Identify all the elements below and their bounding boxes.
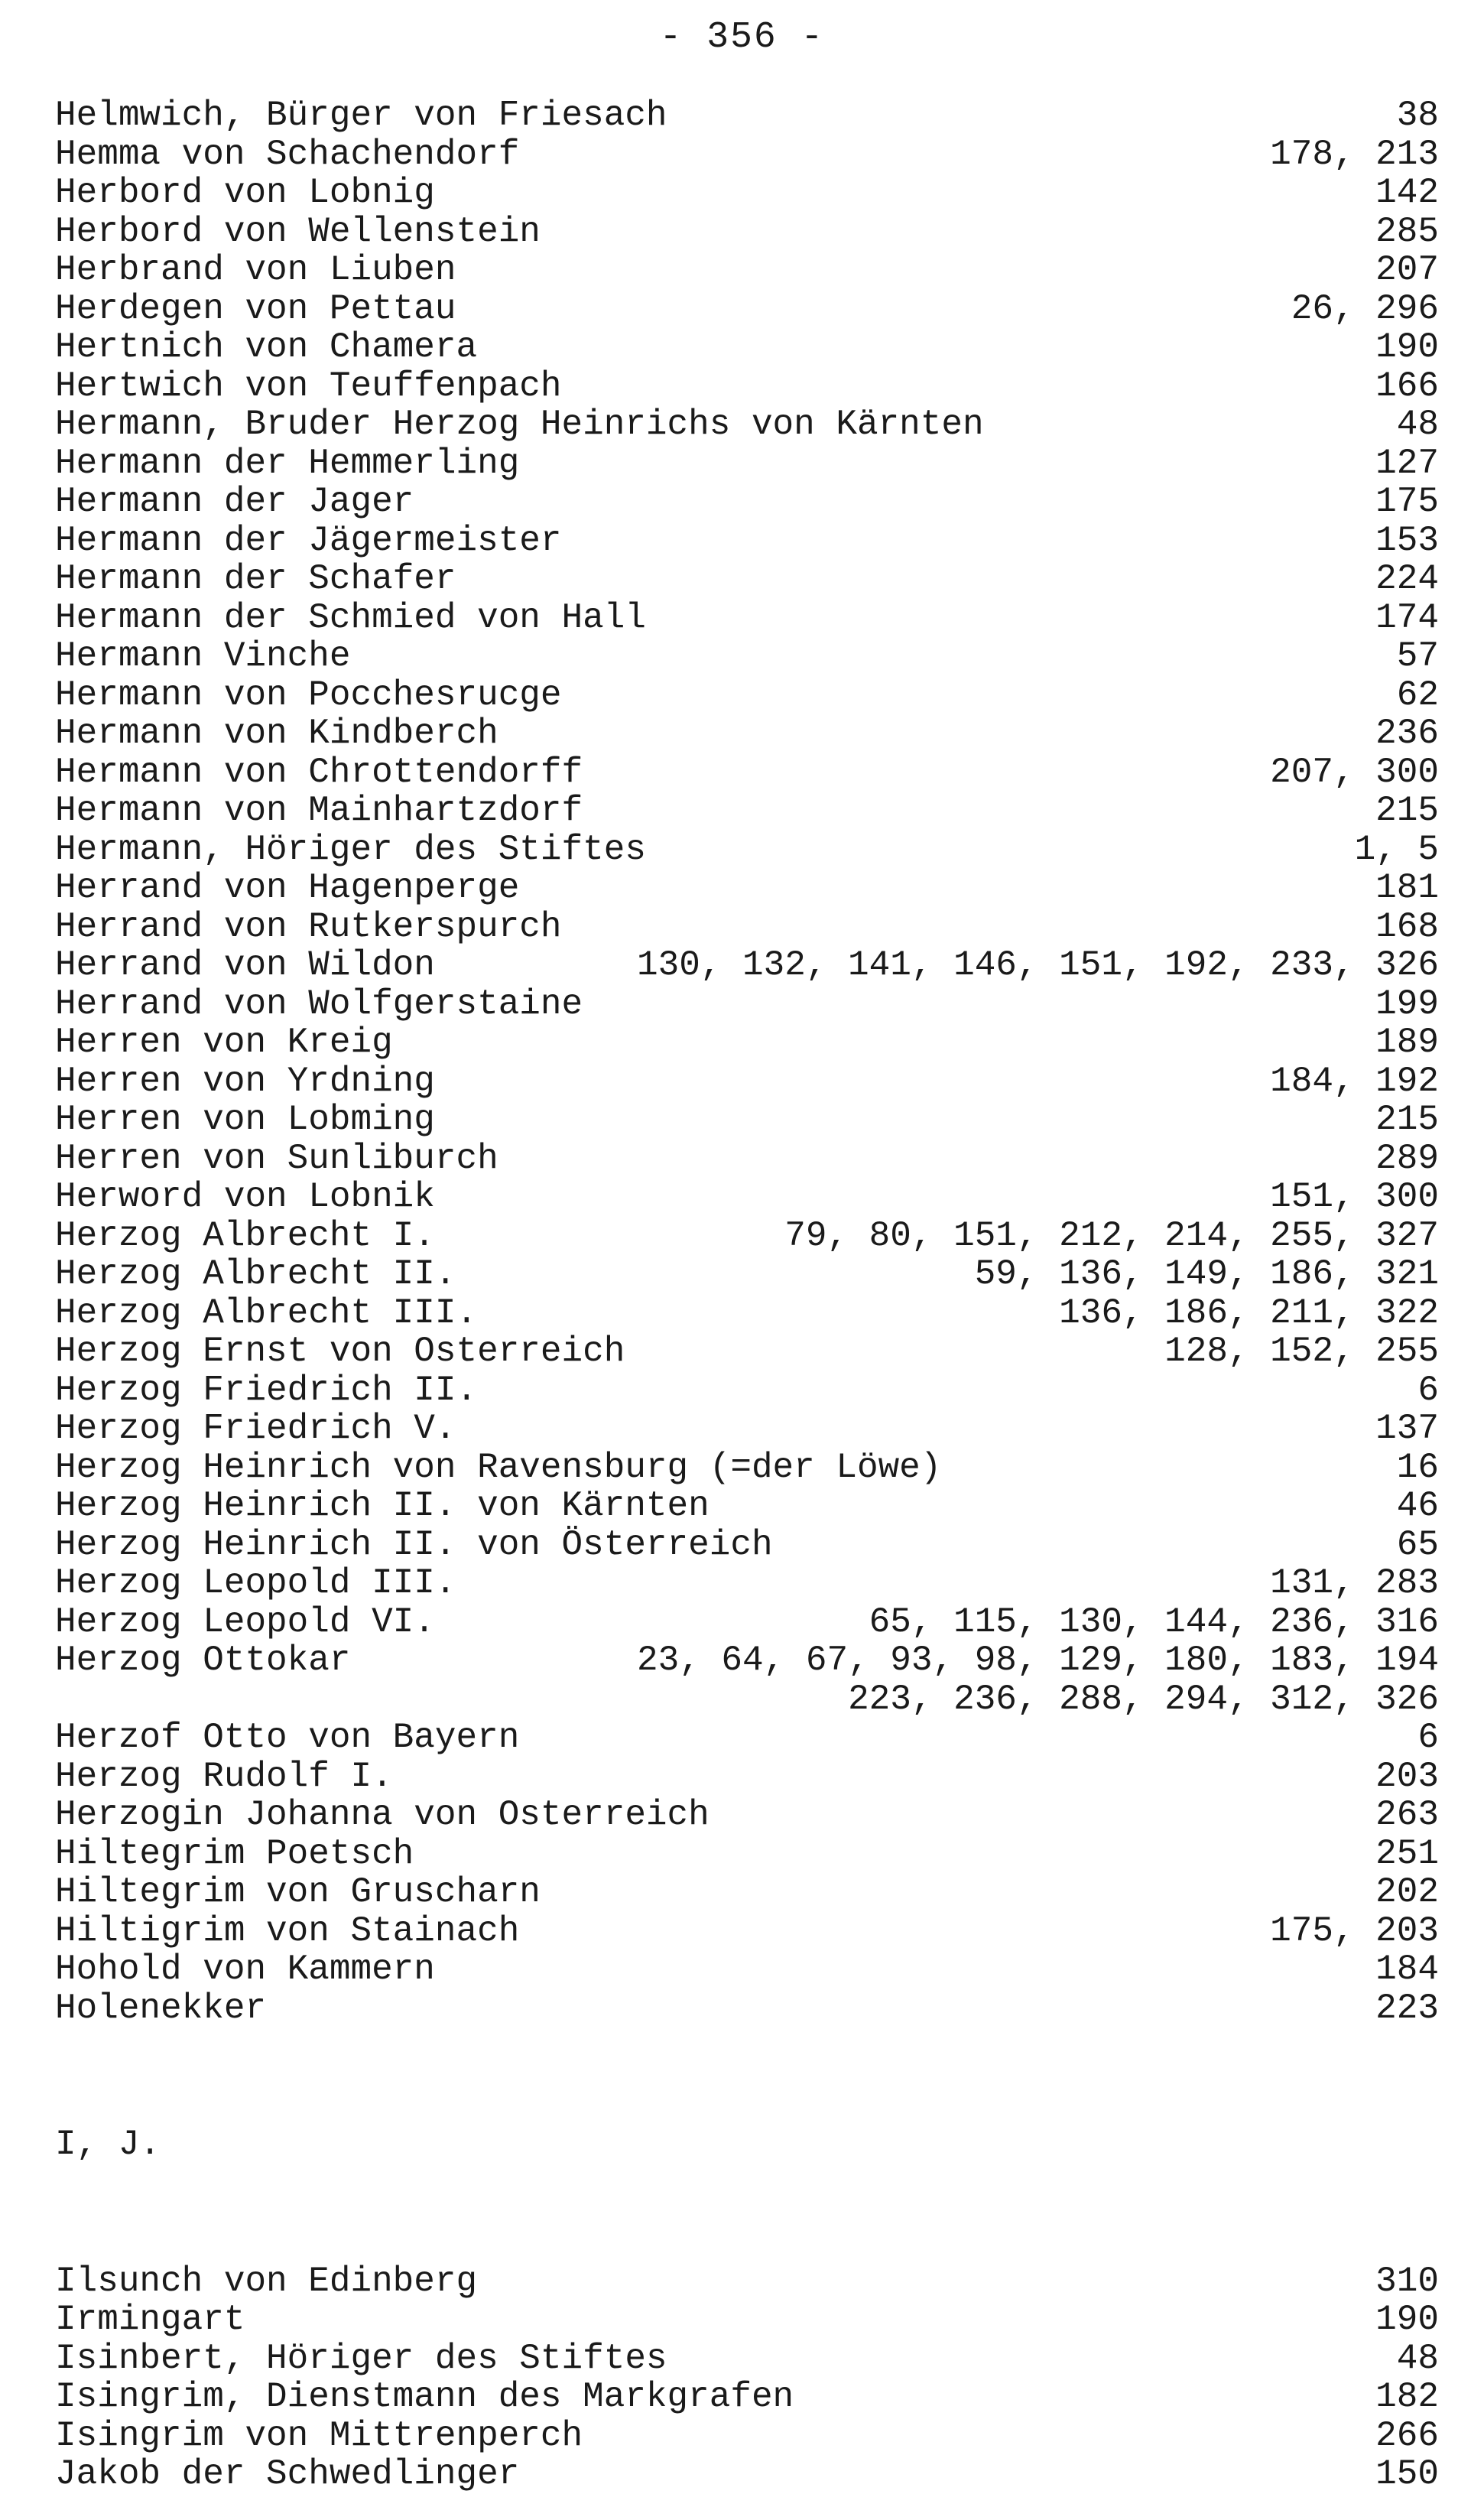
index-entry bbox=[55, 560, 1439, 599]
entry-page-refs: 175, 203 bbox=[1270, 1910, 1439, 1951]
index-entry bbox=[55, 174, 1439, 213]
index-entry bbox=[55, 328, 1439, 367]
index-entry bbox=[55, 1989, 1439, 2028]
entry-name: Herzog Heinrich von Ravensburg (=der Löwe) bbox=[55, 1447, 942, 1488]
entry-name: Herren von Yrdning bbox=[55, 1061, 435, 1101]
entry-name: Herrand von Wildon bbox=[55, 945, 435, 985]
entry-name: Herbord von Lobnig bbox=[55, 173, 435, 213]
index-entry bbox=[55, 1178, 1439, 1217]
entry-name: Herzog Leopold III. bbox=[55, 1563, 456, 1603]
entry-page-refs: 153 bbox=[1375, 520, 1439, 561]
entry-name: Herzog Friedrich II. bbox=[55, 1370, 478, 1410]
entry-name: Herdegen von Pettau bbox=[55, 288, 456, 329]
index-entry bbox=[55, 2301, 1439, 2340]
entries-section-h bbox=[55, 96, 1439, 2027]
entry-name: Hermann von Chrottendorff bbox=[55, 752, 583, 792]
entry-page-refs: 184, 192 bbox=[1270, 1061, 1439, 1101]
entry-page-refs: 289 bbox=[1375, 1138, 1439, 1179]
entry-page-refs: 62 bbox=[1396, 675, 1439, 715]
index-entry bbox=[55, 444, 1439, 483]
entry-name: Herrand von Hagenperge bbox=[55, 868, 520, 908]
entry-name: Hemma von Schachendorf bbox=[55, 134, 520, 174]
index-entry bbox=[55, 1603, 1439, 1642]
entry-name: Herzog Ottokar bbox=[55, 1640, 351, 1680]
entry-name: Herzog Heinrich II. von Kärnten bbox=[55, 1486, 710, 1526]
page-number: - 356 - bbox=[659, 17, 825, 58]
entry-name: Isinbert, Höriger des Stiftes bbox=[55, 2338, 667, 2379]
entry-page-refs: 137 bbox=[1375, 1409, 1439, 1449]
entry-name: Hermann Vinche bbox=[55, 636, 351, 676]
index-entry bbox=[55, 599, 1439, 638]
index-entry bbox=[55, 1449, 1439, 1488]
entry-page-refs: 215 bbox=[1375, 791, 1439, 831]
entry-name: Herzog Friedrich V. bbox=[55, 1409, 456, 1449]
index-entry bbox=[55, 1950, 1439, 1989]
entry-page-refs: 166 bbox=[1375, 366, 1439, 406]
entry-name: Herzog Heinrich II. von Österreich bbox=[55, 1524, 773, 1565]
entry-page-refs: 266 bbox=[1375, 2415, 1439, 2456]
entry-page-refs: 150 bbox=[1375, 2454, 1439, 2494]
entry-page-refs: 223 bbox=[1375, 1988, 1439, 2028]
entry-page-refs: 168 bbox=[1375, 906, 1439, 947]
index-entry bbox=[55, 1487, 1439, 1526]
entry-page-refs: 223, 236, 288, 294, 312, 326 bbox=[848, 1679, 1439, 1719]
entry-name: Hermann, Bruder Herzog Heinrichs von Kärnten bbox=[55, 405, 984, 444]
entry-page-refs: 6 bbox=[1417, 1370, 1439, 1410]
entry-page-refs: 127 bbox=[1375, 443, 1439, 483]
entry-name: Herzog Rudolf I. bbox=[55, 1756, 393, 1797]
index-entry bbox=[55, 946, 1439, 985]
index-entry bbox=[55, 1564, 1439, 1603]
entry-page-refs: 130, 132, 141, 146, 151, 192, 233, 326 bbox=[637, 945, 1439, 985]
index-entry bbox=[55, 1912, 1439, 1951]
index-entry bbox=[55, 714, 1439, 753]
index-entry bbox=[55, 1758, 1439, 1797]
entry-name: Hiltegrim Poetsch bbox=[55, 1833, 414, 1874]
entry-page-refs: 151, 300 bbox=[1270, 1177, 1439, 1217]
index-entry bbox=[55, 135, 1439, 174]
index-entry bbox=[55, 522, 1439, 561]
entry-page-refs: 224 bbox=[1375, 559, 1439, 599]
entry-name: Hermann von Kindberch bbox=[55, 714, 498, 753]
entry-page-refs: 251 bbox=[1375, 1833, 1439, 1874]
entry-page-refs: 182 bbox=[1375, 2377, 1439, 2417]
entry-page-refs: 215 bbox=[1375, 1100, 1439, 1140]
entry-page-refs: 26, 296 bbox=[1291, 288, 1439, 329]
index-entry bbox=[55, 1410, 1439, 1449]
entry-name: Ilsunch von Edinberg bbox=[55, 2261, 478, 2301]
entry-name: Herren von Kreig bbox=[55, 1023, 393, 1062]
index-entry bbox=[55, 985, 1439, 1024]
index-entry bbox=[55, 1255, 1439, 1294]
index-entry bbox=[55, 1641, 1439, 1680]
index-entry bbox=[55, 831, 1439, 870]
entry-name: Jakob der Schwedlinger bbox=[55, 2454, 520, 2494]
index-entry bbox=[55, 676, 1439, 715]
entry-name: Herzogin Johanna von Osterreich bbox=[55, 1795, 710, 1835]
entry-name: Herbrand von Liuben bbox=[55, 250, 456, 290]
entry-name: Holenekker bbox=[55, 1988, 267, 2028]
entry-name: Hermann der Jager bbox=[55, 482, 414, 522]
index-entry bbox=[55, 1023, 1439, 1062]
entry-page-refs: 285 bbox=[1375, 211, 1439, 252]
entry-page-refs: 174 bbox=[1375, 597, 1439, 638]
entry-name: Herrand von Rutkerspurch bbox=[55, 906, 562, 947]
index-entry bbox=[55, 290, 1439, 329]
index-entry bbox=[55, 1873, 1439, 1912]
index-entry bbox=[55, 637, 1439, 676]
entry-page-refs: 16 bbox=[1396, 1447, 1439, 1488]
index-entry bbox=[55, 96, 1439, 135]
entry-page-refs: 65, 115, 130, 144, 236, 316 bbox=[869, 1601, 1439, 1642]
entry-page-refs: 236 bbox=[1375, 714, 1439, 753]
entry-name: Herzog Albrecht III. bbox=[55, 1293, 478, 1333]
entry-page-refs: 178, 213 bbox=[1270, 134, 1439, 174]
entry-name: Hermann der Jägermeister bbox=[55, 520, 562, 561]
entry-page-refs: 131, 283 bbox=[1270, 1563, 1439, 1603]
entry-name: Hertwich von Teuffenpach bbox=[55, 366, 562, 406]
entry-page-refs: 59, 136, 149, 186, 321 bbox=[974, 1254, 1439, 1294]
entry-name: Hiltegrim von Gruscharn bbox=[55, 1872, 541, 1912]
entry-page-refs: 189 bbox=[1375, 1023, 1439, 1062]
index-entry bbox=[55, 1062, 1439, 1101]
entry-page-refs: 203 bbox=[1375, 1756, 1439, 1797]
index-entry bbox=[55, 1217, 1439, 1256]
entry-page-refs: 23, 64, 67, 93, 98, 129, 180, 183, 194 bbox=[637, 1640, 1439, 1680]
entry-name: Herzog Albrecht II. bbox=[55, 1254, 456, 1294]
entry-page-refs: 207 bbox=[1375, 250, 1439, 290]
entry-page-refs: 263 bbox=[1375, 1795, 1439, 1835]
entry-name: Hermann der Schafer bbox=[55, 559, 456, 599]
index-entry bbox=[55, 2262, 1439, 2301]
entry-page-refs: 128, 152, 255 bbox=[1164, 1332, 1439, 1371]
entry-page-refs: 199 bbox=[1375, 984, 1439, 1024]
index-entry bbox=[55, 753, 1439, 792]
entry-page-refs: 190 bbox=[1375, 2300, 1439, 2340]
index-entry bbox=[55, 1294, 1439, 1333]
entry-page-refs: 48 bbox=[1396, 2338, 1439, 2379]
entry-page-refs: 65 bbox=[1396, 1524, 1439, 1565]
index-entry bbox=[55, 213, 1439, 252]
entries-section-ij bbox=[55, 2262, 1439, 2494]
entry-page-refs: 38 bbox=[1396, 96, 1439, 135]
index-entry bbox=[55, 908, 1439, 947]
entry-name: Herzof Otto von Bayern bbox=[55, 1718, 520, 1758]
index-entry bbox=[55, 367, 1439, 406]
index-entry bbox=[55, 1796, 1439, 1835]
index-entries bbox=[55, 96, 1439, 2494]
index-entry bbox=[55, 869, 1439, 908]
entry-page-refs: 175 bbox=[1375, 482, 1439, 522]
entry-name: Hiltigrim von Stainach bbox=[55, 1910, 520, 1951]
index-entry-continuation bbox=[55, 1680, 1439, 1719]
entry-name: Hermann von Pocchesrucge bbox=[55, 675, 562, 715]
index-entry bbox=[55, 483, 1439, 522]
entry-page-refs: 57 bbox=[1396, 636, 1439, 676]
index-entry bbox=[55, 1101, 1439, 1140]
entry-name: Herren von Lobming bbox=[55, 1100, 435, 1140]
index-entry bbox=[55, 1332, 1439, 1371]
entry-page-refs: 184 bbox=[1375, 1949, 1439, 1989]
entry-page-refs: 48 bbox=[1396, 405, 1439, 444]
index-entry bbox=[55, 1140, 1439, 1179]
index-entry bbox=[55, 2455, 1439, 2494]
index-entry bbox=[55, 2340, 1439, 2379]
entry-name: Hertnich von Chamera bbox=[55, 327, 478, 367]
index-entry bbox=[55, 1526, 1439, 1565]
entry-page-refs: 190 bbox=[1375, 327, 1439, 367]
section-heading-ij: I, J. bbox=[55, 2125, 161, 2164]
entry-name: Hermann von Mainhartzdorf bbox=[55, 791, 583, 831]
entry-page-refs: 202 bbox=[1375, 1872, 1439, 1912]
entry-name: Isingrim von Mittrenperch bbox=[55, 2415, 583, 2456]
entry-name: Herzog Albrecht I. bbox=[55, 1215, 435, 1256]
entry-name: Herzog Leopold VI. bbox=[55, 1601, 435, 1642]
entry-name: Herren von Sunliburch bbox=[55, 1138, 498, 1179]
entry-name: Hohold von Kammern bbox=[55, 1949, 435, 1989]
index-entry bbox=[55, 792, 1439, 831]
entry-page-refs: 181 bbox=[1375, 868, 1439, 908]
entry-name: Helmwich, Bürger von Friesach bbox=[55, 96, 667, 135]
entry-name: Hermann, Höriger des Stiftes bbox=[55, 829, 646, 870]
entry-name: Hermann der Hemmerling bbox=[55, 443, 520, 483]
index-entry bbox=[55, 1371, 1439, 1410]
entry-name: Irmingart bbox=[55, 2300, 245, 2340]
index-entry bbox=[55, 1718, 1439, 1758]
entry-page-refs: 1, 5 bbox=[1354, 829, 1439, 870]
index-entry bbox=[55, 405, 1439, 444]
entry-page-refs: 136, 186, 211, 322 bbox=[1059, 1293, 1439, 1333]
entry-page-refs: 46 bbox=[1396, 1486, 1439, 1526]
entry-name: Herrand von Wolfgerstaine bbox=[55, 984, 583, 1024]
index-entry bbox=[55, 251, 1439, 290]
entry-page-refs: 207, 300 bbox=[1270, 752, 1439, 792]
entry-page-refs: 310 bbox=[1375, 2261, 1439, 2301]
index-entry bbox=[55, 2417, 1439, 2456]
entry-page-refs: 6 bbox=[1417, 1718, 1439, 1758]
entry-name: Herword von Lobnik bbox=[55, 1177, 435, 1217]
entry-name: Herbord von Wellenstein bbox=[55, 211, 541, 252]
entry-name: Isingrim, Dienstmann des Markgrafen bbox=[55, 2377, 794, 2417]
entry-page-refs: 142 bbox=[1375, 173, 1439, 213]
entry-page-refs: 79, 80, 151, 212, 214, 255, 327 bbox=[784, 1215, 1439, 1256]
index-entry bbox=[55, 2378, 1439, 2417]
entry-name: Herzog Ernst von Osterreich bbox=[55, 1332, 625, 1371]
entry-name: Hermann der Schmied von Hall bbox=[55, 597, 646, 638]
index-entry bbox=[55, 1835, 1439, 1874]
